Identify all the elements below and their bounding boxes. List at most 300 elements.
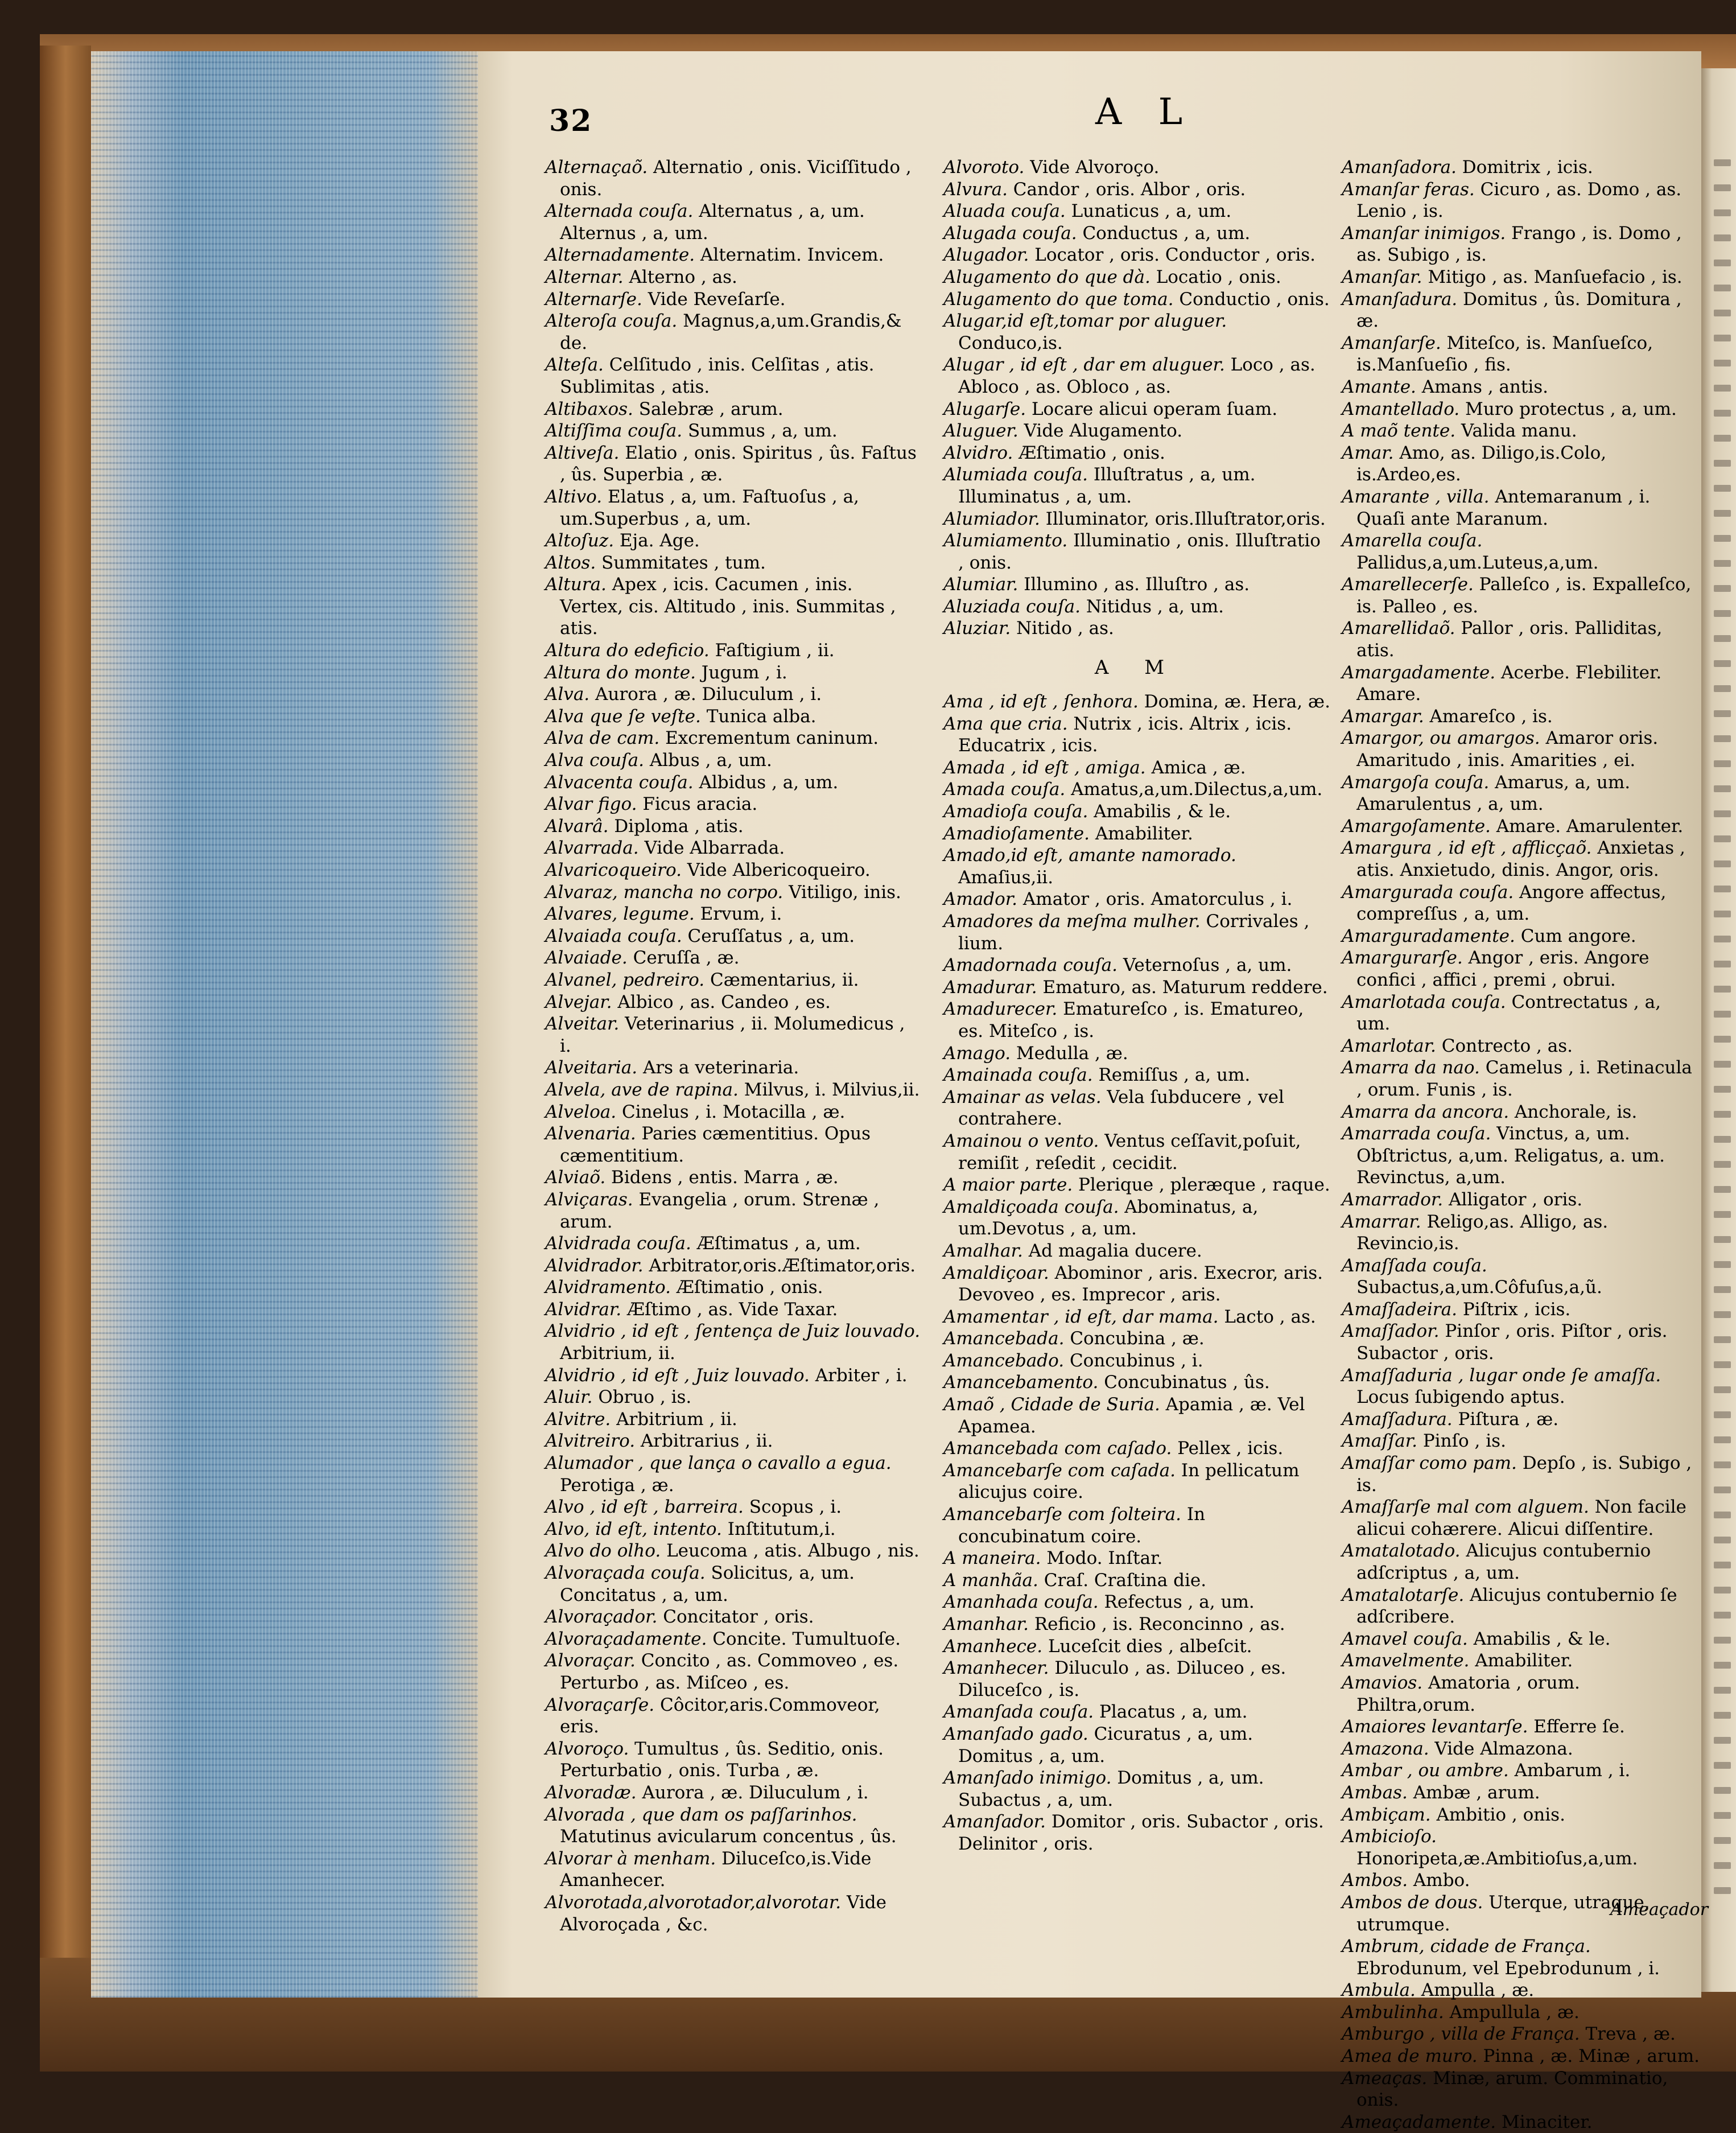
entry-definition: Treva , æ. bbox=[1585, 2024, 1676, 2045]
dictionary-entry bbox=[545, 398, 921, 421]
next-page-text-fragment bbox=[1714, 460, 1731, 467]
entry-headword: Alugada couſa. bbox=[943, 223, 1077, 244]
entry-definition: Mitigo , as. Manſuefacio , is. bbox=[1428, 266, 1683, 287]
entry-headword: Amanhada couſa. bbox=[943, 1592, 1099, 1613]
entry-headword: Amalhar. bbox=[943, 1240, 1023, 1261]
entry-definition: Amabiliter. bbox=[1095, 823, 1193, 844]
entry-definition: Anchorale, is. bbox=[1514, 1101, 1638, 1122]
dictionary-entry bbox=[1342, 1452, 1700, 1496]
dictionary-entry bbox=[545, 266, 921, 289]
entry-headword: Alvidrar. bbox=[545, 1299, 622, 1320]
next-page-text-fragment bbox=[1714, 385, 1731, 392]
entry-headword: Ama , id eſt , ſenhora. bbox=[943, 691, 1139, 713]
entry-definition: Luceſcit dies , albeſcit. bbox=[1048, 1636, 1252, 1657]
entry-headword: Ameaças. bbox=[1342, 2068, 1428, 2089]
entry-headword: Altibaxos. bbox=[545, 398, 633, 419]
entry-definition: Vela ſubducere , vel contrahere. bbox=[958, 1086, 1284, 1130]
entry-definition: Concubina , æ. bbox=[1070, 1328, 1205, 1349]
entry-headword: Amarellecerſe. bbox=[1342, 574, 1474, 595]
dictionary-entry bbox=[1342, 1716, 1700, 1738]
dictionary-entry bbox=[943, 464, 1330, 508]
dictionary-entry bbox=[545, 1365, 921, 1387]
dictionary-entry bbox=[1342, 1936, 1700, 1979]
entry-headword: Amatalotado. bbox=[1342, 1541, 1461, 1562]
dictionary-entry bbox=[545, 1299, 921, 1321]
entry-definition: Nutrix , icis. Altrix , icis. Educatrix , icis. bbox=[958, 713, 1292, 756]
dictionary-entry bbox=[545, 1057, 921, 1079]
dictionary-entry bbox=[1342, 530, 1700, 574]
entry-headword: Amarella couſa. bbox=[1342, 530, 1483, 551]
entry-headword: Alvaiade. bbox=[545, 948, 628, 969]
dictionary-entry bbox=[1342, 1760, 1700, 1782]
next-page-text-fragment bbox=[1714, 785, 1731, 792]
entry-headword: Amadores da meſma mulher. bbox=[943, 911, 1201, 932]
entry-definition: Pellex , icis. bbox=[1177, 1438, 1284, 1459]
dictionary-entry bbox=[1342, 816, 1700, 838]
entry-definition: Domina, æ. Hera, æ. bbox=[1144, 691, 1330, 713]
dictionary-entry bbox=[545, 750, 921, 772]
entry-definition: Cicuratus , a, um. Domitus , a, um. bbox=[958, 1723, 1253, 1766]
entry-headword: Alvaricoqueiro. bbox=[545, 860, 682, 880]
entry-headword: Amaſſadura. bbox=[1342, 1409, 1453, 1430]
entry-headword: Amaiores levantarſe. bbox=[1342, 1716, 1528, 1737]
entry-headword: Alvidro. bbox=[943, 442, 1013, 463]
entry-headword: Alvoraçarſe. bbox=[545, 1694, 655, 1715]
next-page-text-fragment bbox=[1714, 1812, 1731, 1819]
dictionary-entry bbox=[943, 1767, 1330, 1811]
next-page-text-fragment bbox=[1714, 710, 1731, 717]
dictionary-entry bbox=[1342, 442, 1700, 486]
next-page-text-fragment bbox=[1714, 860, 1731, 867]
entry-headword: Amargor, ou amargos. bbox=[1342, 728, 1540, 749]
entry-headword: Alternaçaõ. bbox=[545, 157, 648, 178]
entry-definition: Amarus, a, um. Amarulentus , a, um. bbox=[1356, 772, 1631, 815]
entry-headword: Alva. bbox=[545, 684, 590, 705]
entry-headword: Amarra da nao. bbox=[1342, 1057, 1480, 1078]
entry-definition: In concubinatum coire. bbox=[958, 1504, 1206, 1547]
dictionary-entry bbox=[943, 954, 1330, 977]
entry-headword: Alvoraçadamente. bbox=[545, 1628, 707, 1649]
entry-definition: Muro protectus , a, um. bbox=[1465, 398, 1677, 419]
entry-headword: Alteroſa couſa. bbox=[545, 311, 678, 332]
next-page-text-fragment bbox=[1714, 685, 1731, 692]
entry-headword: Amea de muro. bbox=[1342, 2046, 1478, 2067]
entry-headword: A manhãa. bbox=[943, 1570, 1038, 1591]
entry-headword: Ambar , ou ambre. bbox=[1342, 1760, 1509, 1781]
next-page-text-fragment bbox=[1714, 1086, 1731, 1093]
entry-definition: Amaſius,ii. bbox=[958, 867, 1054, 888]
dictionary-entry bbox=[1342, 1255, 1700, 1299]
entry-headword: Ambrum, cidade de França. bbox=[1342, 1936, 1591, 1957]
entry-definition: Locus ſubigendo aptus. bbox=[1356, 1387, 1565, 1408]
entry-headword: Amaldiçoar. bbox=[943, 1262, 1049, 1283]
entry-headword: Alvitreiro. bbox=[545, 1431, 636, 1452]
entry-headword: Amarlotada couſa. bbox=[1342, 991, 1506, 1012]
entry-headword: Alvanel, pedreiro. bbox=[545, 969, 705, 990]
entry-headword: Amavel couſa. bbox=[1342, 1628, 1468, 1649]
entry-headword: Amaſſarſe mal com alguem. bbox=[1342, 1497, 1589, 1518]
entry-headword: Amaſſada couſa. bbox=[1342, 1255, 1487, 1276]
entry-definition: Amans , antis. bbox=[1421, 376, 1549, 397]
dictionary-entry bbox=[943, 1043, 1330, 1065]
entry-definition: Minæ, arum. Comminatio, onis. bbox=[1356, 2068, 1668, 2111]
dictionary-entry bbox=[545, 882, 921, 904]
entry-headword: Amamentar , id eſt, dar mama. bbox=[943, 1306, 1219, 1327]
entry-definition: Illuſtratus , a, um. Illuminatus , a, um. bbox=[958, 464, 1256, 507]
dictionary-entry bbox=[943, 823, 1330, 845]
entry-headword: Amanſado inimigo. bbox=[943, 1768, 1112, 1789]
entry-headword: Altoſuz. bbox=[545, 530, 615, 551]
entry-definition: Apex , icis. Cacumen , inis. Vertex, cis. Altitudo , inis. Summitas , atis. bbox=[560, 574, 896, 639]
dictionary-entry bbox=[1342, 486, 1700, 530]
entry-headword: Alvo, id eſt, intento. bbox=[545, 1518, 722, 1539]
entry-definition: Concito , as. Commoveo , es. Perturbo , as. Miſceo , es. bbox=[560, 1650, 899, 1693]
entry-headword: Aluziada couſa. bbox=[943, 596, 1081, 617]
entry-headword: Alvarâ. bbox=[545, 816, 609, 837]
entry-headword: Amarguradamente. bbox=[1342, 925, 1515, 946]
next-page-text-fragment bbox=[1714, 159, 1731, 166]
dictionary-entry bbox=[1342, 1430, 1700, 1452]
dictionary-entry bbox=[545, 1782, 921, 1804]
dictionary-entry bbox=[1342, 1299, 1700, 1321]
entry-headword: Amargoſamente. bbox=[1342, 816, 1491, 837]
entry-definition: Antemaranum , i. Quaſi ante Maranum. bbox=[1356, 486, 1651, 529]
entry-definition: Faſtigium , ii. bbox=[715, 640, 835, 661]
dictionary-entry bbox=[1342, 1409, 1700, 1431]
next-page-text-fragment bbox=[1714, 1461, 1731, 1468]
dictionary-entry bbox=[545, 1540, 921, 1562]
entry-headword: Amazona. bbox=[1342, 1738, 1429, 1759]
entry-definition: In pellicatum alicujus coire. bbox=[958, 1460, 1300, 1503]
entry-headword: Amainar as velas. bbox=[943, 1086, 1102, 1107]
dictionary-entry bbox=[545, 1606, 921, 1628]
entry-headword: Aluada couſa. bbox=[943, 201, 1066, 222]
entry-definition: Piſtrix , icis. bbox=[1462, 1299, 1571, 1320]
next-page-text-fragment bbox=[1714, 410, 1731, 417]
dictionary-entry bbox=[943, 179, 1330, 201]
entry-headword: Alumiador. bbox=[943, 508, 1040, 529]
entry-headword: Amavios. bbox=[1342, 1672, 1423, 1693]
entry-headword: Alugamento do que toma. bbox=[943, 289, 1174, 310]
entry-definition: Abominor , aris. Execror, aris. Devoveo , es. Imprecor , aris. bbox=[958, 1262, 1323, 1306]
dictionary-entry bbox=[545, 969, 921, 991]
dictionary-entry bbox=[943, 1701, 1330, 1723]
next-page-text-fragment bbox=[1714, 1787, 1731, 1794]
dictionary-entry bbox=[943, 1240, 1330, 1262]
entry-definition: Non facile alicui cohærere. Alicui diſſentire. bbox=[1356, 1497, 1686, 1539]
next-page-text-fragment bbox=[1714, 760, 1731, 767]
dictionary-entry bbox=[1342, 376, 1700, 398]
entry-headword: Amargurada couſa. bbox=[1342, 882, 1514, 903]
entry-definition: Alternatim. Invicem. bbox=[700, 245, 884, 266]
entry-headword: Amadioſamente. bbox=[943, 823, 1090, 844]
entry-headword: Alvela, ave de rapina. bbox=[545, 1079, 739, 1100]
entry-definition: Tunica alba. bbox=[706, 706, 817, 727]
next-page-text-fragment bbox=[1714, 1411, 1731, 1418]
entry-definition: Vide Alvoroço. bbox=[1030, 157, 1160, 178]
entry-headword: Alvares, legume. bbox=[545, 904, 695, 925]
next-page-text-fragment bbox=[1714, 1436, 1731, 1443]
entry-definition: Concubinatus , ûs. bbox=[1104, 1372, 1270, 1393]
entry-definition: Leucoma , atis. Albugo , nis. bbox=[666, 1541, 919, 1562]
entry-headword: Alva que ſe veſte. bbox=[545, 706, 701, 727]
dictionary-entry bbox=[545, 1233, 921, 1255]
entry-headword: Altiſſima couſa. bbox=[545, 421, 683, 442]
entry-definition: Celſitudo , inis. Celſitas , atis. Sublimitas , atis. bbox=[560, 355, 875, 397]
dictionary-entry bbox=[545, 772, 921, 794]
entry-headword: Amancebada. bbox=[943, 1328, 1065, 1349]
entry-headword: Altiveſa. bbox=[545, 442, 620, 463]
next-page-text-fragment bbox=[1714, 485, 1731, 492]
dictionary-entry bbox=[545, 1694, 921, 1738]
dictionary-entry bbox=[1342, 1738, 1700, 1760]
entry-definition: Ampullula , æ. bbox=[1449, 2002, 1580, 2023]
entry-definition: Summus , a, um. bbox=[687, 421, 838, 442]
next-page-text-fragment bbox=[1714, 335, 1731, 341]
dictionary-entry bbox=[545, 662, 921, 684]
dictionary-entry bbox=[545, 1409, 921, 1431]
entry-headword: Amanhecer. bbox=[943, 1658, 1049, 1679]
entry-definition: Concitator , oris. bbox=[663, 1607, 814, 1628]
dictionary-entry bbox=[1342, 1782, 1700, 1804]
dictionary-entry bbox=[943, 1723, 1330, 1767]
next-page-text-fragment bbox=[1714, 560, 1731, 567]
dictionary-entry bbox=[545, 793, 921, 816]
entry-headword: Amancebado. bbox=[943, 1350, 1065, 1371]
next-page-text-fragment bbox=[1714, 1612, 1731, 1619]
entry-definition: Amare. Amarulenter. bbox=[1496, 816, 1684, 837]
entry-definition: Cinelus , i. Motacilla , æ. bbox=[621, 1101, 846, 1122]
dictionary-entry bbox=[545, 1628, 921, 1650]
entry-definition: Matutinus avicularum concentus , ûs. bbox=[560, 1826, 897, 1847]
entry-headword: Amanſado gado. bbox=[943, 1723, 1088, 1744]
dictionary-entry bbox=[545, 1079, 921, 1101]
entry-headword: Alvar figo. bbox=[545, 794, 637, 815]
entry-definition: Depſo , is. Subigo , is. bbox=[1356, 1453, 1692, 1496]
entry-headword: Alumiada couſa. bbox=[943, 464, 1088, 485]
dictionary-entry bbox=[1342, 1826, 1700, 1870]
dictionary-entry bbox=[943, 354, 1330, 398]
entry-definition: Illumino , as. Illuſtro , as. bbox=[1024, 574, 1250, 595]
dictionary-entry bbox=[1342, 157, 1700, 179]
entry-headword: Amada , id eſt , amiga. bbox=[943, 757, 1146, 778]
next-page-text-fragment bbox=[1714, 1662, 1731, 1669]
entry-headword: Ambicioſo. bbox=[1342, 1826, 1437, 1847]
entry-headword: Amargurarſe. bbox=[1342, 948, 1463, 969]
entry-definition: Elatus , a, um. Faſtuoſus , a, um.Superbus , a, um. bbox=[560, 486, 859, 529]
entry-headword: Amado,id eſt, amante namorado. bbox=[943, 845, 1236, 866]
dictionary-entry bbox=[545, 200, 921, 244]
entry-headword: Amaldiçoada couſa. bbox=[943, 1196, 1119, 1217]
next-page-text-fragment bbox=[1714, 1512, 1731, 1518]
entry-definition: Albico , as. Candeo , es. bbox=[617, 991, 831, 1012]
dictionary-entry bbox=[943, 757, 1330, 779]
entry-headword: Ambiçam. bbox=[1342, 1804, 1431, 1825]
entry-definition: Plerique , pleræque , raque. bbox=[1078, 1175, 1330, 1196]
entry-definition: Aurora , æ. Diluculum , i. bbox=[642, 1782, 869, 1803]
entry-definition: Vide Albarrada. bbox=[644, 838, 785, 859]
entry-headword: Alvacenta couſa. bbox=[545, 772, 694, 793]
dictionary-entry bbox=[545, 1562, 921, 1606]
entry-definition: Alterno , as. bbox=[629, 266, 737, 287]
entry-headword: Alveloa. bbox=[545, 1101, 617, 1122]
dictionary-entry bbox=[545, 574, 921, 640]
entry-definition: Diluceſco,is.Vide Amanhecer. bbox=[560, 1848, 872, 1891]
entry-headword: A maõ tente. bbox=[1342, 421, 1456, 442]
entry-headword: Amadurar. bbox=[943, 977, 1037, 998]
entry-headword: Alvoraçador. bbox=[545, 1607, 658, 1628]
dictionary-entry bbox=[545, 1013, 921, 1057]
dictionary-entry bbox=[943, 1328, 1330, 1350]
entry-headword: Alvura. bbox=[943, 179, 1008, 200]
entry-headword: Amaſſadeira. bbox=[1342, 1299, 1457, 1320]
dictionary-entry bbox=[1342, 925, 1700, 948]
entry-headword: Amanſada couſa. bbox=[943, 1702, 1094, 1723]
dictionary-entry bbox=[545, 1848, 921, 1892]
dictionary-entry bbox=[1342, 1057, 1700, 1101]
next-page-text-fragment bbox=[1714, 510, 1731, 517]
entry-definition: Conductus , a, um. bbox=[1082, 223, 1251, 244]
entry-headword: Amargura , id eſt , afflicçaõ. bbox=[1342, 838, 1592, 859]
entry-headword: Amainada couſa. bbox=[943, 1065, 1093, 1086]
dictionary-entry bbox=[943, 1438, 1330, 1460]
entry-headword: Alugarſe. bbox=[943, 398, 1026, 419]
entry-headword: Alvidrada couſa. bbox=[545, 1233, 691, 1254]
dictionary-entry bbox=[545, 859, 921, 882]
next-page-text-fragment bbox=[1714, 260, 1731, 266]
dictionary-entry bbox=[1342, 2023, 1700, 2045]
entry-headword: Alvarrada. bbox=[545, 838, 639, 859]
dictionary-entry bbox=[943, 420, 1330, 442]
entry-definition: Ebrodunum, vel Epebrodunum , i. bbox=[1356, 1958, 1660, 1979]
entry-headword: Alugador. bbox=[943, 245, 1029, 266]
dictionary-entry bbox=[545, 1452, 921, 1496]
entry-definition: Illuminator, oris.Illuſtrator,oris. bbox=[1045, 508, 1326, 529]
dictionary-entry bbox=[1342, 1123, 1700, 1189]
entry-definition: Minaciter. bbox=[1502, 2111, 1593, 2132]
next-page-text-fragment bbox=[1714, 310, 1731, 316]
dictionary-entry bbox=[943, 1394, 1330, 1438]
dictionary-entry bbox=[943, 244, 1330, 266]
dictionary-entry bbox=[1342, 2111, 1700, 2133]
entry-definition: Solicitus, a, um. Concitatus , a, um. bbox=[560, 1563, 855, 1605]
dictionary-entry bbox=[545, 1386, 921, 1409]
next-page-text-fragment bbox=[1714, 1737, 1731, 1744]
entry-headword: Amaſſar como pam. bbox=[1342, 1453, 1517, 1474]
entry-definition: Albus , a, um. bbox=[649, 750, 772, 771]
dictionary-entry bbox=[943, 508, 1330, 530]
entry-definition: Obruo , is. bbox=[598, 1387, 692, 1408]
dictionary-entry bbox=[1342, 837, 1700, 881]
entry-headword: Ambos. bbox=[1342, 1870, 1408, 1891]
entry-headword: Ambos de dous. bbox=[1342, 1892, 1483, 1913]
entry-definition: Apamia , æ. Vel Apamea. bbox=[958, 1394, 1305, 1437]
dictionary-entry bbox=[943, 779, 1330, 801]
entry-definition: Arbitrarius , ii. bbox=[640, 1431, 773, 1452]
entry-definition: Arbiter , i. bbox=[815, 1365, 908, 1386]
entry-definition: Veternoſus , a, um. bbox=[1123, 955, 1292, 976]
entry-definition: Amatus,a,um.Dilectus,a,um. bbox=[1071, 779, 1323, 800]
entry-definition: Lunaticus , a, um. bbox=[1071, 201, 1232, 222]
entry-definition: Ventus ceſſavit,poſuit, remiſit , reſedit , cecidit. bbox=[958, 1130, 1301, 1173]
entry-headword: Amavelmente. bbox=[1342, 1650, 1470, 1671]
entry-headword: Alvidrio , id eſt , Juiz louvado. bbox=[545, 1365, 810, 1386]
dictionary-entry bbox=[1342, 1672, 1700, 1716]
dictionary-entry bbox=[545, 1496, 921, 1518]
entry-definition: Ceruſſatus , a, um. bbox=[687, 925, 855, 946]
entry-definition: Salebræ , arum. bbox=[638, 398, 784, 419]
entry-definition: Religo,as. Alligo, as. Revincio,is. bbox=[1356, 1211, 1609, 1254]
next-page-text-fragment bbox=[1714, 835, 1731, 842]
entry-definition: Nitido , as. bbox=[1016, 618, 1114, 639]
dictionary-entry bbox=[943, 617, 1330, 640]
entry-definition: Domitrix , icis. bbox=[1462, 157, 1593, 178]
running-head: A L bbox=[1095, 91, 1195, 133]
entry-headword: Amainou o vento. bbox=[943, 1130, 1099, 1151]
entry-headword: Amanhece. bbox=[943, 1636, 1043, 1657]
dictionary-entry bbox=[1342, 1189, 1700, 1211]
dictionary-entry bbox=[545, 354, 921, 398]
entry-definition: Alicujus contubernio adſcriptus , a, um. bbox=[1356, 1541, 1651, 1583]
dictionary-entry bbox=[1342, 179, 1700, 223]
dictionary-entry bbox=[545, 925, 921, 948]
entry-headword: Altura do monte. bbox=[545, 662, 696, 683]
section-heading: A M bbox=[1094, 656, 1180, 680]
entry-definition: Locare alicui operam ſuam. bbox=[1031, 398, 1278, 419]
next-page-text-fragment bbox=[1714, 660, 1731, 667]
entry-definition: Vide Albericoqueiro. bbox=[687, 860, 871, 880]
dictionary-entry bbox=[1342, 1870, 1700, 1892]
entry-definition: Aurora , æ. Diluculum , i. bbox=[595, 684, 822, 705]
dictionary-entry bbox=[943, 157, 1330, 179]
entry-headword: Amarra da ancora. bbox=[1342, 1101, 1510, 1122]
entry-definition: Placatus , a, um. bbox=[1099, 1702, 1248, 1723]
entry-definition: Anxietas , atis. Anxietudo, dinis. Angor, oris. bbox=[1356, 838, 1685, 880]
dictionary-entry bbox=[1342, 1804, 1700, 1826]
next-page-text-fragment bbox=[1714, 1236, 1731, 1243]
entry-definition: Medulla , æ. bbox=[1016, 1043, 1128, 1064]
dictionary-entry bbox=[1342, 1211, 1700, 1255]
entry-headword: Aluziar. bbox=[943, 618, 1011, 639]
next-page-text-fragment bbox=[1714, 360, 1731, 367]
entry-headword: Alternadamente. bbox=[545, 245, 695, 266]
dictionary-entry bbox=[545, 1167, 921, 1189]
dictionary-entry bbox=[545, 1101, 921, 1123]
entry-definition: Pinſo , is. bbox=[1422, 1431, 1506, 1452]
dictionary-entry bbox=[943, 888, 1330, 911]
dictionary-entry bbox=[943, 998, 1330, 1042]
entry-definition: Vinctus, a, um. Obſtrictus, a,um. Religatus, a. um. Revinctus, a,um. bbox=[1356, 1123, 1665, 1188]
dictionary-entry bbox=[545, 683, 921, 706]
entry-definition: Diluculo , as. Diluceo , es. Diluceſco , is. bbox=[958, 1658, 1286, 1700]
dictionary-entry bbox=[1342, 1540, 1700, 1584]
dictionary-entry bbox=[1342, 2002, 1700, 2024]
dictionary-entry bbox=[943, 845, 1330, 888]
entry-definition: Refectus , a, um. bbox=[1104, 1592, 1255, 1613]
entry-headword: Aluir. bbox=[545, 1387, 593, 1408]
entry-definition: Evangelia , orum. Strenæ , arum. bbox=[560, 1189, 880, 1232]
entry-headword: Amanſador. bbox=[943, 1811, 1046, 1833]
entry-definition: Arbitrium, ii. bbox=[560, 1343, 675, 1364]
dictionary-entry bbox=[943, 223, 1330, 245]
entry-headword: Alveitaria. bbox=[545, 1057, 638, 1078]
next-page-text-fragment bbox=[1714, 435, 1731, 442]
next-page-text-fragment bbox=[1714, 1587, 1731, 1593]
entry-definition: Vide Reveſarſe. bbox=[648, 289, 786, 310]
entry-definition: Ematuro, as. Maturum reddere. bbox=[1042, 977, 1328, 998]
entry-headword: Amargadamente. bbox=[1342, 662, 1496, 683]
entry-headword: Amargoſa couſa. bbox=[1342, 772, 1490, 793]
